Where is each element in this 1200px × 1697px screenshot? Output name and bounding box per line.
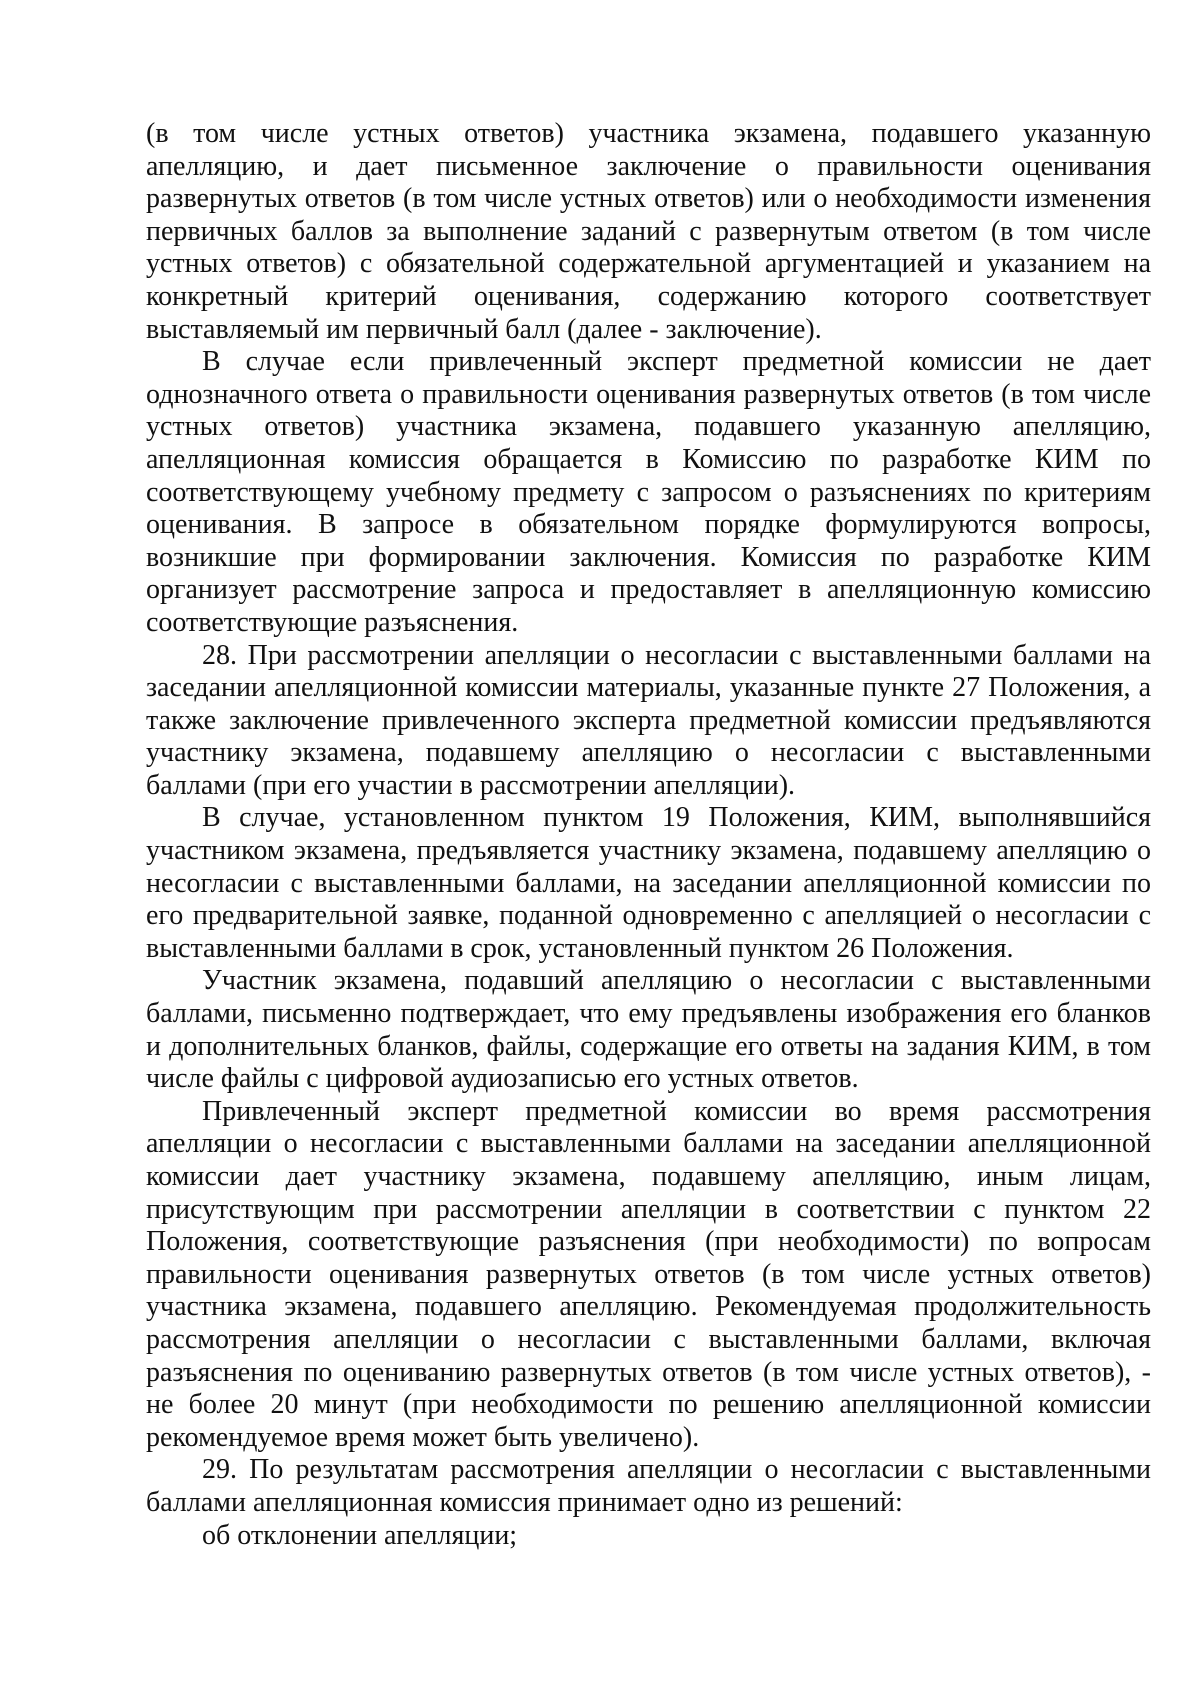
document-body (146, 118, 1151, 1552)
paragraph-kim-presentation: В случае, установленном пунктом 19 Положения, КИМ, выполнявшийся участником экзамена, предъявляется участнику экзамена, подавшему апелляцию о несогласии с выставленными баллами, на заседании апелляционной комиссии по его предварительной заявке, поданной одновременно с апелляцией о несогласии с выставленными баллами в срок, установленный пунктом 26 Положения. (146, 802, 1151, 964)
paragraph-item-28: 28. При рассмотрении апелляции о несогласии с выставленными баллами на заседании апелляционной комиссии материалы, указанные пункте 27 Положения, а также заключение привлеченного эксперта предметной комиссии предъявляются участнику экзамена, подавшему апелляцию о несогласии с выставленными баллами (при его участии в рассмотрении апелляции). (146, 639, 1151, 801)
paragraph-continuation: (в том числе устных ответов) участника экзамена, подавшего указанную апелляцию, и дает письменное заключение о правильности оценивания развернутых ответов (в том числе устных ответов) или о необходимости изменения первичных баллов за выполнение заданий с развернутым ответом (в том числе устных ответов) с обязательной содержательной аргументацией и указанием на конкретный критерий оценивания, содержанию которого соответствует выставляемый им первичный балл (далее - заключение). (146, 118, 1151, 345)
paragraph-commission-request: В случае если привлеченный эксперт предметной комиссии не дает однозначного ответа о правильности оценивания развернутых ответов (в том числе устных ответов) участника экзамена, подавшего указанную апелляцию, апелляционная комиссия обращается в Комиссию по разработке КИМ по соответствующему учебному предмету с запросом о разъяснениях по критериям оценивания. В запросе в обязательном порядке формулируются вопросы, возникшие при формировании заключения. Комиссия по разработке КИМ организует рассмотрение запроса и предоставляет в апелляционную комиссию соответствующие разъяснения. (146, 346, 1151, 638)
paragraph-expert-explanations: Привлеченный эксперт предметной комиссии во время рассмотрения апелляции о несогласии с выставленными баллами на заседании апелляционной комиссии дает участнику экзамена, подавшему апелляцию, иным лицам, присутствующим при рассмотрении апелляции в соответствии с пунктом 22 Положения, соответствующие разъяснения (при необходимости) по вопросам правильности оценивания развернутых ответов (в том числе устных ответов) участника экзамена, подавшего апелляцию. Рекомендуемая продолжительность рассмотрения апелляции о несогласии с выставленными баллами, включая разъяснения по оцениванию развернутых ответов (в том числе устных ответов), - не более 20 минут (при необходимости по решению апелляционной комиссии рекомендуемое время может быть увеличено). (146, 1095, 1151, 1453)
paragraph-decision-reject: об отклонении апелляции; (202, 1519, 518, 1551)
paragraph-participant-confirmation: Участник экзамена, подавший апелляцию о несогласии с выставленными баллами, письменно подтверждает, что ему предъявлены изображения его бланков и дополнительных бланков, файлы, содержащие его ответы на задания КИМ, в том числе файлы с цифровой аудиозаписью его устных ответов. (146, 965, 1151, 1095)
paragraph-item-29: 29. По результатам рассмотрения апелляции о несогласии с выставленными баллами апелляционная комиссия принимает одно из решений: (146, 1454, 1151, 1518)
